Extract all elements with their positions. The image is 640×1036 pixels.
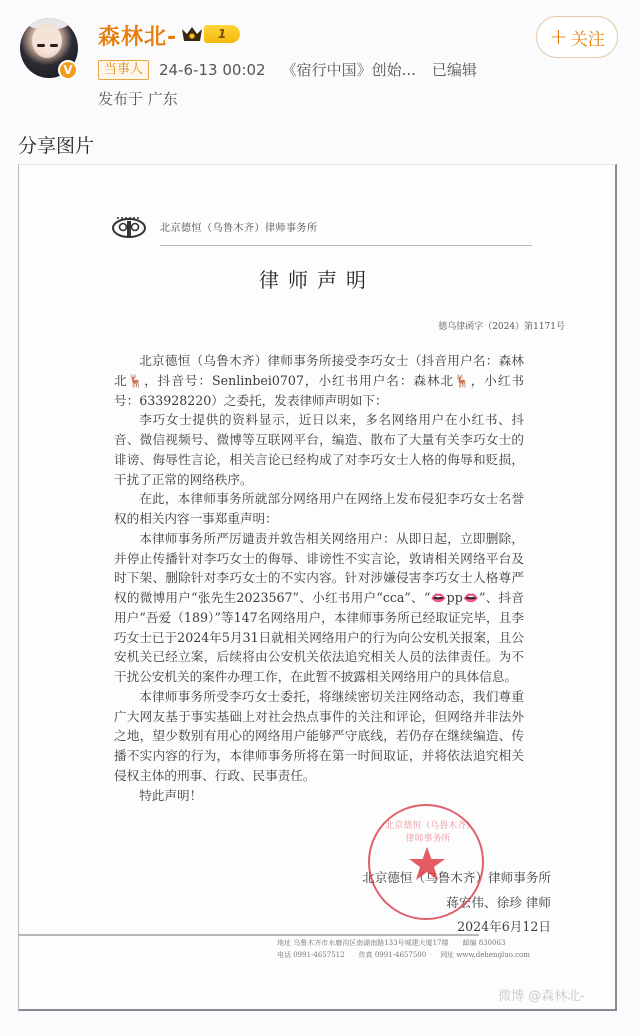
official-seal: [368, 804, 484, 920]
document-number: 德乌律函字（2024）第1171号: [438, 322, 565, 332]
party-tag: 当事人: [98, 60, 149, 80]
follow-label: 关注: [570, 29, 605, 50]
paragraph: 本律师事务所受李巧女士委托，将继续密切关注网络动态，我们尊重广大网友基于事实基础上对社会热点事件的关注和评论，但网络并非法外之地，望少数别有用心的网络用户能够严守底线，若仍存在继续编造、传播不实内容的行为，本律师事务所将在第一时间取证，并将依法追究相关侵权主体的刑事、行政、民事责任。: [114, 688, 524, 783]
document-title: 律师声明: [259, 268, 375, 292]
paragraph: 李巧女士提供的资料显示，近日以来，多名网络用户在小红书、抖音、微信视频号、微博等互联网平台，编造、散布了大量有关李巧女士的诽谤、侮辱性言论，相关言论已经构成了对李巧女士人格的侮辱和贬损，干扰了正常的网络秩序。: [114, 412, 524, 487]
vip-badge[interactable]: [181, 23, 240, 45]
footer-phone: 电话 0991-4657512: [277, 951, 345, 959]
post-time: 24-6-13 00:02: [159, 60, 266, 79]
footer-fax: 传真 0991-4657500: [358, 951, 427, 959]
avatar-eye: [50, 44, 58, 47]
closing-line: 特此声明！: [139, 787, 203, 803]
crown-icon: [181, 25, 203, 43]
paragraph: 本律师事务所严厉谴责并敦告相关网络用户：从即日起，立即删除，并停止传播针对李巧女士的侮辱、诽谤性不实言论，敦请相关网络平台及时下架、删除针对李巧女士的不实内容。针对涉嫌侵害李巧女士人格尊严权的微博用户“张先生2023567”、小红书用户“cca”、“👄pp👄”、抖音用户“吾爱（189）”等147名网络用户，本律师事务所已经取证完毕，且李巧女士已于2024年5月31日就相关网络用户的行为向公安机关报案，且公安机关已经立案，后续将由公安机关依法追究相关人员的法律责任。为不干扰公安机关的案件办理工作，在此暂不披露相关网络用户的具体信息。: [114, 530, 524, 684]
document-body: [114, 351, 524, 805]
author-name[interactable]: 森林北-: [98, 25, 178, 50]
follow-button[interactable]: [536, 16, 618, 58]
letterhead-divider: [160, 245, 532, 246]
shared-image[interactable]: [18, 164, 617, 1011]
paragraph: 在此，本律师事务所就部分网络用户在网络上发布侵犯李巧女士名誉权的相关内容一事郑重声明：: [114, 491, 524, 526]
seal-star-icon: [408, 846, 446, 882]
footer-postcode: 邮编 830063: [462, 939, 506, 947]
footer-address: 地址 乌鲁木齐市水磨沟区南湖南路133号城建大厦17楼: [277, 939, 449, 947]
letterhead-firm-name: 北京德恒（乌鲁木齐）律师事务所: [160, 223, 318, 234]
post-meta: [98, 59, 477, 80]
paragraph: 北京德恒（乌鲁木齐）律师事务所接受李巧女士（抖音用户名：森林北🦌，抖音号：Senlinbei0707，小红书用户名：森林北🦌，小红书号：633928220）之委托，发表律师声明如下：: [114, 353, 524, 408]
plus-icon: +: [549, 24, 568, 50]
signature-date: 2024年6月12日: [457, 919, 551, 934]
weibo-watermark: 微博 @森林北-: [498, 989, 585, 1004]
post-location: 发布于 广东: [98, 90, 178, 108]
post-source[interactable]: 《宿行中国》创始...: [281, 61, 416, 79]
avatar-eye: [37, 44, 45, 47]
verified-icon: V: [58, 60, 78, 80]
footer-divider: [19, 934, 479, 936]
vip-level: 1: [204, 25, 240, 43]
signature-firm: 北京德恒（乌鲁木齐）律师事务所: [362, 870, 551, 885]
seal-text: 北京德恒（乌鲁木齐）律师事务所: [385, 821, 471, 844]
legal-statement-document: [19, 165, 615, 1009]
edited-label[interactable]: 已编辑: [431, 61, 477, 79]
footer-website: 网址 www.dehengluo.com: [440, 951, 530, 959]
signature-lawyers: 蒋宏伟、徐珍 律师: [446, 895, 551, 910]
avatar-face: [32, 24, 62, 58]
law-firm-logo-icon: [112, 214, 146, 240]
document-footer: [277, 937, 544, 961]
post-text: 分享图片: [18, 135, 95, 157]
